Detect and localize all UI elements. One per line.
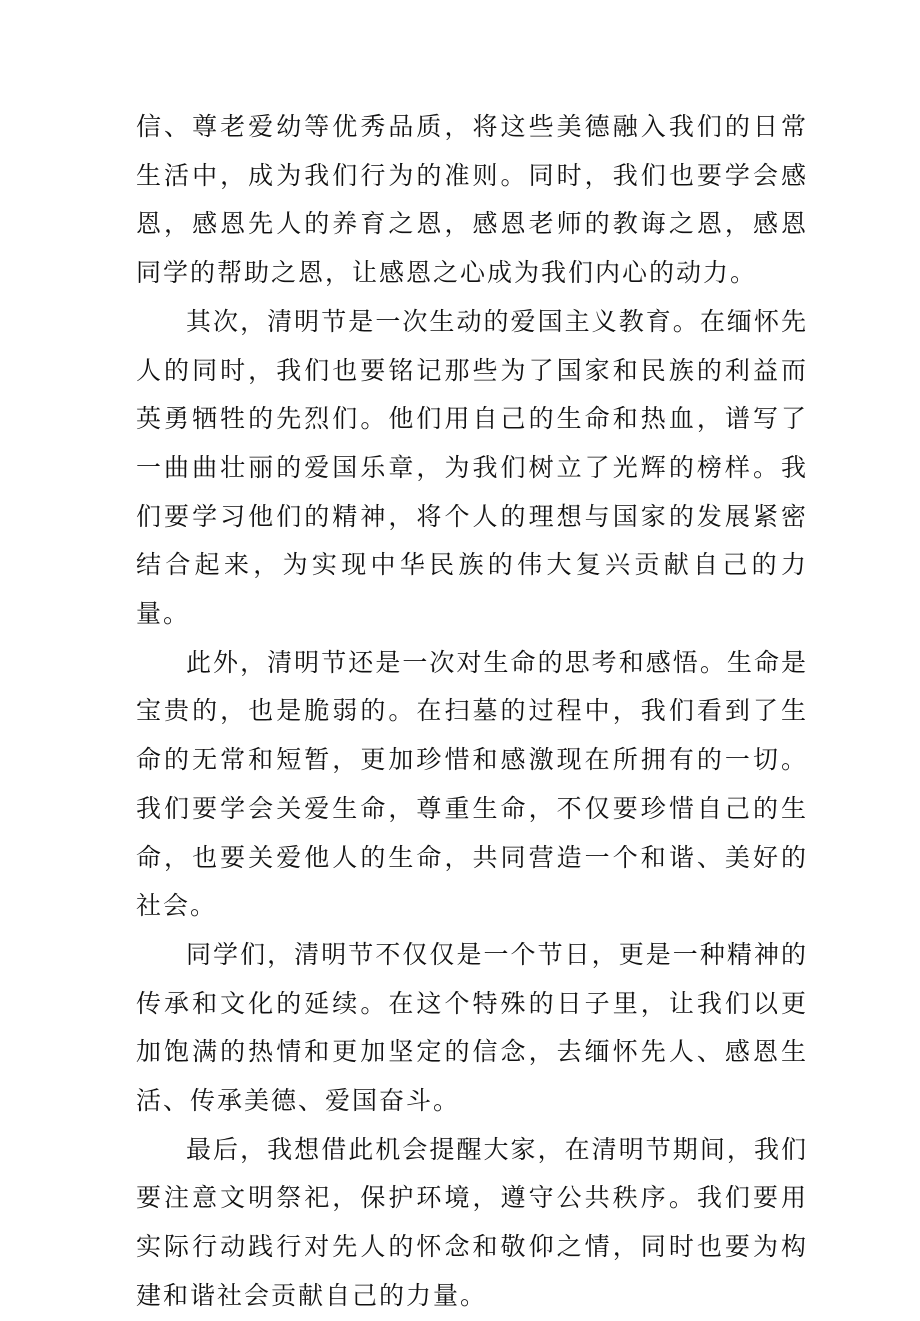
paragraph-closing-reminder: 最后，我想借此机会提醒大家，在清明节期间，我们要注意文明祭祀，保护环境，遵守公共秩序。我们要用实际行动践行对先人的怀念和敬仰之情，同时也要为构建和谐社会贡献自己的力量。: [136, 1134, 808, 1310]
paragraph-spirit-inheritance: 同学们，清明节不仅仅是一个节日，更是一种精神的传承和文化的延续。在这个特殊的日子里，让我们以更加饱满的热情和更加坚定的信念，去缅怀先人、感恩生活、传承美德、爱国奋斗。: [136, 939, 808, 1116]
document-body: [136, 103, 808, 1321]
paragraph-continuation: 信、尊老爱幼等优秀品质，将这些美德融入我们的日常生活中，成为我们行为的准则。同时，我们也要学会感恩，感恩先人的养育之恩，感恩老师的教诲之恩，感恩同学的帮助之恩，让感恩之心成为我们内心的动力。: [136, 112, 808, 288]
paragraph-patriotism: 其次，清明节是一次生动的爱国主义教育。在缅怀先人的同时，我们也要铭记那些为了国家和民族的利益而英勇牺牲的先烈们。他们用自己的生命和热血，谱写了一曲曲壮丽的爱国乐章，为我们树立了光辉的榜样。我们要学习他们的精神，将个人的理想与国家的发展紧密结合起来，为实现中华民族的伟大复兴贡献自己的力量。: [136, 306, 808, 629]
paragraph-life-reflection: 此外，清明节还是一次对生命的思考和感悟。生命是宝贵的，也是脆弱的。在扫墓的过程中，我们看到了生命的无常和短暂，更加珍惜和感激现在所拥有的一切。我们要学会关爱生命，尊重生命，不仅要珍惜自己的生命，也要关爱他人的生命，共同营造一个和谐、美好的社会。: [136, 647, 808, 921]
